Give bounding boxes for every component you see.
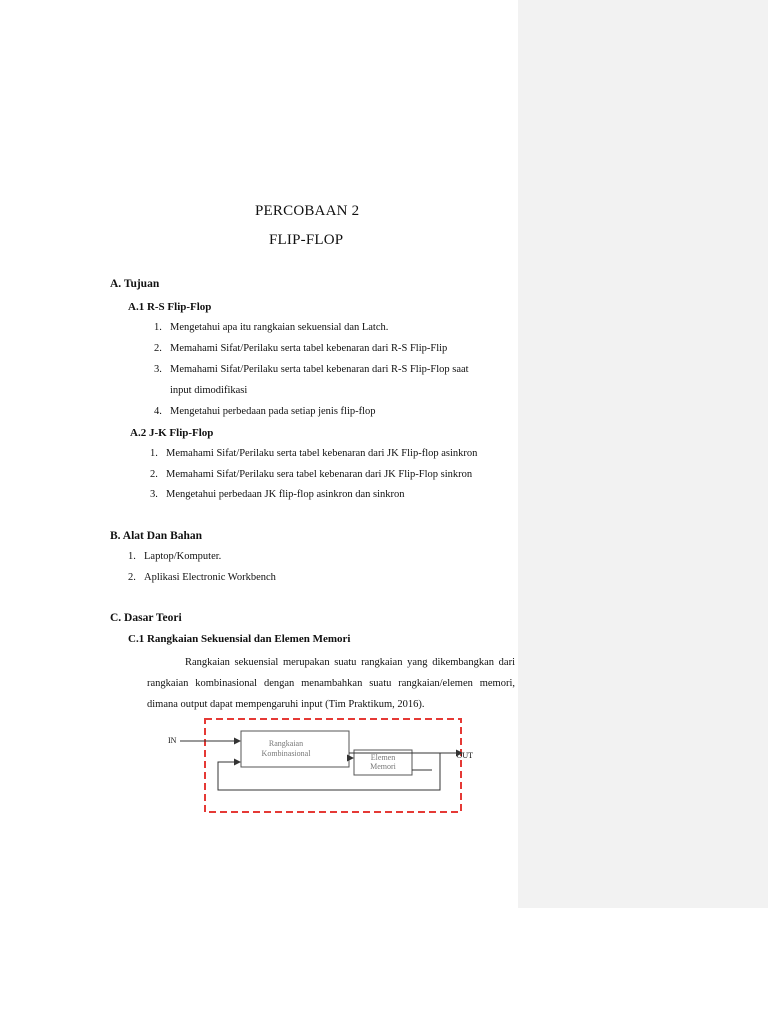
list-text: Mengetahui perbedaan pada setiap jenis flip-flop (170, 406, 376, 417)
list-text: Memahami Sifat/Perilaku serta tabel kebenaran dari R-S Flip-Flop saat (170, 364, 469, 375)
list-number: 1. (154, 322, 162, 333)
paragraph-text: Rangkaian sekuensial merupakan suatu rangkaian yang dikembangkan dari rangkaian kombinasional dengan menambahkan suatu rangkaian/elemen memori, dimana output dapat mempengaruhi input (Tim Praktikum, 2016). (147, 657, 515, 710)
section-a1-heading: A.1 R-S Flip-Flop (128, 301, 212, 313)
list-text: Memahami Sifat/Perilaku serta tabel kebenaran dari R-S Flip-Flip (170, 343, 448, 354)
theory-paragraph (147, 652, 515, 715)
section-c1-heading: C.1 Rangkaian Sekuensial dan Elemen Memori (128, 633, 351, 645)
list-text: Laptop/Komputer. (144, 551, 222, 562)
list-item (154, 364, 469, 375)
input-label: IN (168, 736, 177, 745)
output-label: OUT (456, 751, 473, 760)
list-item (150, 448, 477, 459)
list-item (154, 322, 388, 333)
list-number: 3. (154, 364, 162, 375)
combinational-label-1: Rangkaian (268, 739, 304, 748)
list-text: input dimodifikasi (170, 385, 248, 396)
list-text: Aplikasi Electronic Workbench (144, 572, 276, 583)
section-a2-heading: A.2 J-K Flip-Flop (130, 427, 214, 439)
list-item (128, 551, 221, 562)
list-item (150, 469, 472, 480)
memory-label-2: Memori (370, 762, 396, 771)
combinational-label-2: Kombinasional (261, 749, 311, 758)
list-text: Memahami Sifat/Perilaku sera tabel kebenaran dari JK Flip-Flop sinkron (166, 469, 473, 480)
list-number: 2. (154, 343, 162, 354)
list-item (154, 406, 376, 417)
page-title: PERCOBAAN 2 (255, 203, 360, 219)
section-c-heading: C. Dasar Teori (110, 612, 182, 624)
list-item-continuation (154, 385, 247, 396)
section-a-heading: A. Tujuan (110, 278, 160, 290)
memory-label-1: Elemen (370, 753, 396, 762)
page-subtitle: FLIP-FLOP (269, 232, 344, 248)
list-item (150, 489, 405, 500)
list-text: Mengetahui perbedaan JK flip-flop asinkron dan sinkron (166, 489, 405, 500)
list-text: Memahami Sifat/Perilaku serta tabel kebenaran dari JK Flip-flop asinkron (166, 448, 478, 459)
list-number: 2. (128, 572, 136, 583)
list-number: 4. (154, 406, 162, 417)
comment-margin (518, 0, 768, 908)
list-number: 1. (128, 551, 136, 562)
list-number: 3. (150, 489, 158, 500)
list-text: Mengetahui apa itu rangkaian sekuensial dan Latch. (170, 322, 389, 333)
section-b-heading: B. Alat Dan Bahan (110, 530, 203, 542)
sequential-circuit-diagram (160, 714, 473, 816)
list-item (128, 572, 276, 583)
list-number: 1. (150, 448, 158, 459)
list-number: 2. (150, 469, 158, 480)
list-item (154, 343, 447, 354)
